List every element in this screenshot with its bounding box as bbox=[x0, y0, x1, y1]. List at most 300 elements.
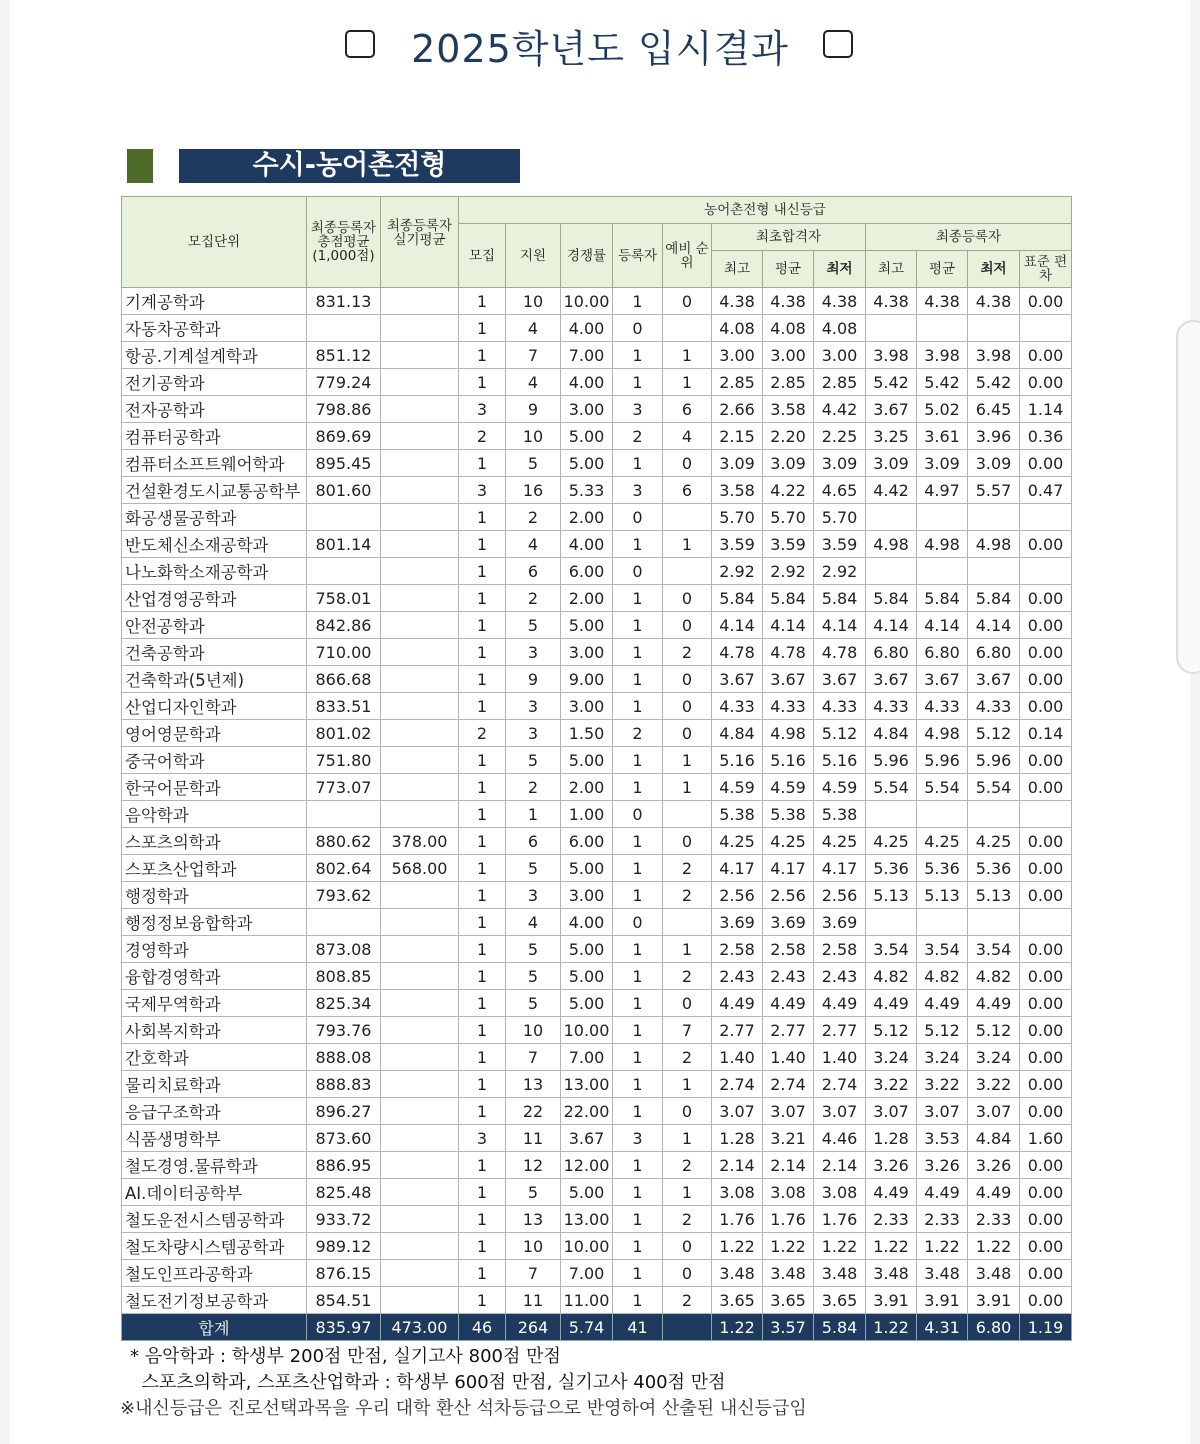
value-cell: 3.24 bbox=[866, 1044, 917, 1071]
value-cell: 2.00 bbox=[561, 585, 613, 612]
value-cell: 3.00 bbox=[561, 693, 613, 720]
value-cell: 801.14 bbox=[307, 531, 381, 558]
header-sd: 표준 편차 bbox=[1020, 251, 1072, 288]
value-cell: 3.59 bbox=[814, 531, 866, 558]
value-cell: 0 bbox=[663, 288, 712, 315]
value-cell: 6 bbox=[663, 396, 712, 423]
value-cell: 0.00 bbox=[1020, 342, 1072, 369]
value-cell: 13 bbox=[506, 1206, 561, 1233]
value-cell: 0.00 bbox=[1020, 990, 1072, 1017]
value-cell: 2.66 bbox=[712, 396, 763, 423]
unit-name-cell: 자동차공학과 bbox=[122, 315, 307, 342]
table-row bbox=[122, 693, 1072, 720]
value-cell: 5.00 bbox=[561, 963, 613, 990]
table-row bbox=[122, 828, 1072, 855]
value-cell bbox=[866, 558, 917, 585]
value-cell: 3.00 bbox=[561, 882, 613, 909]
value-cell bbox=[381, 1071, 459, 1098]
value-cell: 3.09 bbox=[814, 450, 866, 477]
value-cell: 6.80 bbox=[917, 639, 968, 666]
value-cell: 7 bbox=[506, 342, 561, 369]
value-cell: 4 bbox=[663, 423, 712, 450]
value-cell: 1 bbox=[663, 1125, 712, 1152]
value-cell bbox=[968, 909, 1020, 936]
value-cell: 3.08 bbox=[814, 1179, 866, 1206]
value-cell bbox=[381, 639, 459, 666]
unit-name-cell: 간호학과 bbox=[122, 1044, 307, 1071]
value-cell: 378.00 bbox=[381, 828, 459, 855]
value-cell: 1 bbox=[459, 612, 506, 639]
value-cell: 5.42 bbox=[968, 369, 1020, 396]
value-cell: 4.42 bbox=[814, 396, 866, 423]
value-cell: 1 bbox=[613, 1233, 663, 1260]
value-cell: 1 bbox=[663, 531, 712, 558]
value-cell bbox=[663, 1314, 712, 1341]
value-cell: 3.67 bbox=[917, 666, 968, 693]
table-row bbox=[122, 1044, 1072, 1071]
value-cell: 1.00 bbox=[561, 801, 613, 828]
unit-name-cell: 건축공학과 bbox=[122, 639, 307, 666]
value-cell: 888.83 bbox=[307, 1071, 381, 1098]
value-cell: 473.00 bbox=[381, 1314, 459, 1341]
footnotes bbox=[120, 1344, 807, 1422]
value-cell: 0.00 bbox=[1020, 693, 1072, 720]
value-cell bbox=[381, 315, 459, 342]
value-cell: 5.96 bbox=[968, 747, 1020, 774]
value-cell: 3.58 bbox=[763, 396, 814, 423]
value-cell: 1 bbox=[613, 828, 663, 855]
value-cell: 1.22 bbox=[866, 1314, 917, 1341]
value-cell: 1 bbox=[459, 342, 506, 369]
value-cell: 1 bbox=[459, 1233, 506, 1260]
value-cell: 4.25 bbox=[917, 828, 968, 855]
value-cell bbox=[968, 801, 1020, 828]
value-cell: 4.49 bbox=[917, 990, 968, 1017]
value-cell: 1 bbox=[459, 558, 506, 585]
value-cell: 5 bbox=[506, 1179, 561, 1206]
value-cell: 3.21 bbox=[763, 1125, 814, 1152]
value-cell: 1 bbox=[459, 774, 506, 801]
unit-name-cell: 식품생명학부 bbox=[122, 1125, 307, 1152]
value-cell: 2.14 bbox=[814, 1152, 866, 1179]
value-cell: 3 bbox=[459, 477, 506, 504]
value-cell: 1.76 bbox=[814, 1206, 866, 1233]
value-cell: 1 bbox=[459, 747, 506, 774]
header-final: 최종등록자 bbox=[866, 224, 1072, 251]
value-cell: 16 bbox=[506, 477, 561, 504]
value-cell: 3.98 bbox=[917, 342, 968, 369]
value-cell: 3.24 bbox=[917, 1044, 968, 1071]
value-cell: 793.76 bbox=[307, 1017, 381, 1044]
value-cell: 5.84 bbox=[866, 585, 917, 612]
value-cell: 2 bbox=[663, 639, 712, 666]
value-cell: 1 bbox=[459, 1287, 506, 1314]
value-cell: 1 bbox=[459, 1152, 506, 1179]
value-cell: 4.31 bbox=[917, 1314, 968, 1341]
scrollbar[interactable] bbox=[1176, 320, 1200, 674]
value-cell: 2.77 bbox=[814, 1017, 866, 1044]
value-cell: 7 bbox=[506, 1044, 561, 1071]
value-cell: 842.86 bbox=[307, 612, 381, 639]
value-cell: 4.14 bbox=[814, 612, 866, 639]
value-cell: 1 bbox=[459, 1098, 506, 1125]
value-cell: 1 bbox=[613, 1287, 663, 1314]
value-cell: 7.00 bbox=[561, 1044, 613, 1071]
value-cell: 3.48 bbox=[814, 1260, 866, 1287]
value-cell: 989.12 bbox=[307, 1233, 381, 1260]
value-cell: 0.00 bbox=[1020, 1179, 1072, 1206]
value-cell: 876.15 bbox=[307, 1260, 381, 1287]
value-cell: 5.12 bbox=[968, 1017, 1020, 1044]
value-cell: 1 bbox=[613, 747, 663, 774]
note-sports: 스포츠의학과, 스포츠산업학과 : 학생부 600점 만점, 실기고사 400점 만점 bbox=[130, 1372, 726, 1393]
value-cell: 4.33 bbox=[968, 693, 1020, 720]
value-cell: 3.61 bbox=[917, 423, 968, 450]
value-cell: 3.22 bbox=[968, 1071, 1020, 1098]
value-cell: 4.38 bbox=[917, 288, 968, 315]
value-cell: 3.91 bbox=[968, 1287, 1020, 1314]
value-cell: 880.62 bbox=[307, 828, 381, 855]
value-cell: 5 bbox=[506, 963, 561, 990]
value-cell: 866.68 bbox=[307, 666, 381, 693]
table-row bbox=[122, 990, 1072, 1017]
value-cell: 5.84 bbox=[763, 585, 814, 612]
value-cell: 2 bbox=[663, 882, 712, 909]
unit-name-cell: 경영학과 bbox=[122, 936, 307, 963]
table-row bbox=[122, 801, 1072, 828]
value-cell: 0.00 bbox=[1020, 288, 1072, 315]
value-cell: 1.22 bbox=[712, 1233, 763, 1260]
value-cell: 568.00 bbox=[381, 855, 459, 882]
value-cell: 3.07 bbox=[866, 1098, 917, 1125]
header-final-low: 최저 bbox=[968, 251, 1020, 288]
value-cell: 4.78 bbox=[712, 639, 763, 666]
value-cell: 869.69 bbox=[307, 423, 381, 450]
value-cell bbox=[381, 396, 459, 423]
value-cell bbox=[1020, 801, 1072, 828]
value-cell: 5 bbox=[506, 450, 561, 477]
value-cell: 6 bbox=[506, 558, 561, 585]
value-cell: 1.22 bbox=[712, 1314, 763, 1341]
value-cell: 3.07 bbox=[968, 1098, 1020, 1125]
value-cell bbox=[663, 801, 712, 828]
value-cell: 4.00 bbox=[561, 369, 613, 396]
header-practical: 최종등록자 실기평균 bbox=[381, 197, 459, 288]
value-cell: 2.92 bbox=[763, 558, 814, 585]
table-row bbox=[122, 936, 1072, 963]
value-cell: 710.00 bbox=[307, 639, 381, 666]
value-cell: 3.48 bbox=[712, 1260, 763, 1287]
value-cell: 4.42 bbox=[866, 477, 917, 504]
value-cell: 3.09 bbox=[763, 450, 814, 477]
value-cell: 5.84 bbox=[968, 585, 1020, 612]
table-row bbox=[122, 1017, 1072, 1044]
value-cell: 5.74 bbox=[561, 1314, 613, 1341]
value-cell: 7 bbox=[506, 1260, 561, 1287]
value-cell: 4.25 bbox=[968, 828, 1020, 855]
value-cell: 1 bbox=[459, 963, 506, 990]
value-cell: 2.33 bbox=[866, 1206, 917, 1233]
value-cell: 1 bbox=[459, 1017, 506, 1044]
value-cell: 1 bbox=[613, 1017, 663, 1044]
value-cell: 2.92 bbox=[814, 558, 866, 585]
value-cell: 5.13 bbox=[968, 882, 1020, 909]
value-cell bbox=[917, 909, 968, 936]
value-cell: 854.51 bbox=[307, 1287, 381, 1314]
value-cell bbox=[866, 909, 917, 936]
value-cell: 4.08 bbox=[814, 315, 866, 342]
value-cell bbox=[381, 1233, 459, 1260]
value-cell: 2.58 bbox=[814, 936, 866, 963]
value-cell: 0 bbox=[663, 666, 712, 693]
value-cell: 1.22 bbox=[968, 1233, 1020, 1260]
header-waitlist: 예비 순위 bbox=[663, 224, 712, 288]
value-cell: 0 bbox=[613, 801, 663, 828]
table-row bbox=[122, 882, 1072, 909]
table-row bbox=[122, 612, 1072, 639]
value-cell bbox=[866, 504, 917, 531]
value-cell: 13 bbox=[506, 1071, 561, 1098]
value-cell: 825.34 bbox=[307, 990, 381, 1017]
value-cell: 1 bbox=[459, 666, 506, 693]
value-cell bbox=[1020, 909, 1072, 936]
value-cell: 3.65 bbox=[712, 1287, 763, 1314]
value-cell: 3.57 bbox=[763, 1314, 814, 1341]
value-cell: 5.70 bbox=[763, 504, 814, 531]
value-cell: 1 bbox=[459, 531, 506, 558]
table-row bbox=[122, 396, 1072, 423]
value-cell: 4.59 bbox=[814, 774, 866, 801]
value-cell bbox=[866, 315, 917, 342]
value-cell: 4.49 bbox=[866, 990, 917, 1017]
value-cell: 3.65 bbox=[814, 1287, 866, 1314]
value-cell: 1 bbox=[459, 990, 506, 1017]
value-cell: 1 bbox=[613, 450, 663, 477]
value-cell: 3 bbox=[506, 693, 561, 720]
value-cell: 2 bbox=[506, 585, 561, 612]
value-cell: 3.69 bbox=[814, 909, 866, 936]
table-row bbox=[122, 585, 1072, 612]
unit-name-cell: 전기공학과 bbox=[122, 369, 307, 396]
value-cell: 3.65 bbox=[763, 1287, 814, 1314]
value-cell bbox=[381, 369, 459, 396]
value-cell: 1 bbox=[459, 639, 506, 666]
value-cell: 1.50 bbox=[561, 720, 613, 747]
value-cell: 3.48 bbox=[763, 1260, 814, 1287]
value-cell: 2 bbox=[506, 504, 561, 531]
unit-name-cell: 행정정보융합학과 bbox=[122, 909, 307, 936]
value-cell: 11.00 bbox=[561, 1287, 613, 1314]
value-cell: 4.33 bbox=[917, 693, 968, 720]
value-cell: 5.36 bbox=[866, 855, 917, 882]
value-cell: 758.01 bbox=[307, 585, 381, 612]
value-cell bbox=[381, 720, 459, 747]
value-cell: 3.08 bbox=[712, 1179, 763, 1206]
value-cell: 10 bbox=[506, 1017, 561, 1044]
value-cell: 2.56 bbox=[763, 882, 814, 909]
value-cell: 2 bbox=[663, 1044, 712, 1071]
value-cell: 0 bbox=[613, 909, 663, 936]
unit-name-cell: 안전공학과 bbox=[122, 612, 307, 639]
value-cell: 3.07 bbox=[712, 1098, 763, 1125]
value-cell bbox=[381, 1179, 459, 1206]
value-cell: 2.85 bbox=[712, 369, 763, 396]
value-cell: 1.22 bbox=[917, 1233, 968, 1260]
value-cell: 9.00 bbox=[561, 666, 613, 693]
value-cell: 0.00 bbox=[1020, 774, 1072, 801]
value-cell: 3.59 bbox=[763, 531, 814, 558]
value-cell: 3.48 bbox=[917, 1260, 968, 1287]
value-cell: 5.70 bbox=[712, 504, 763, 531]
value-cell: 831.13 bbox=[307, 288, 381, 315]
value-cell: 895.45 bbox=[307, 450, 381, 477]
value-cell: 1.40 bbox=[814, 1044, 866, 1071]
value-cell: 1 bbox=[459, 504, 506, 531]
value-cell: 4.46 bbox=[814, 1125, 866, 1152]
value-cell: 3.67 bbox=[712, 666, 763, 693]
value-cell: 5.38 bbox=[763, 801, 814, 828]
checkbox-right[interactable] bbox=[823, 30, 853, 58]
value-cell: 4.38 bbox=[814, 288, 866, 315]
value-cell: 2.14 bbox=[763, 1152, 814, 1179]
value-cell: 3.00 bbox=[814, 342, 866, 369]
value-cell: 2.00 bbox=[561, 504, 613, 531]
unit-name-cell: 영어영문학과 bbox=[122, 720, 307, 747]
unit-name-cell: 철도차량시스템공학과 bbox=[122, 1233, 307, 1260]
value-cell: 1 bbox=[613, 369, 663, 396]
value-cell: 5.54 bbox=[968, 774, 1020, 801]
value-cell: 2.74 bbox=[814, 1071, 866, 1098]
value-cell: 5.54 bbox=[917, 774, 968, 801]
unit-name-cell: 철도전기정보공학과 bbox=[122, 1287, 307, 1314]
unit-name-cell: 기계공학과 bbox=[122, 288, 307, 315]
unit-name-cell: 반도체신소재공학과 bbox=[122, 531, 307, 558]
value-cell: 4.59 bbox=[712, 774, 763, 801]
value-cell: 5.12 bbox=[866, 1017, 917, 1044]
unit-name-cell: 철도운전시스템공학과 bbox=[122, 1206, 307, 1233]
value-cell bbox=[917, 504, 968, 531]
value-cell: 5.36 bbox=[917, 855, 968, 882]
value-cell: 4.59 bbox=[763, 774, 814, 801]
value-cell: 3.00 bbox=[712, 342, 763, 369]
value-cell: 3.00 bbox=[763, 342, 814, 369]
value-cell: 4 bbox=[506, 909, 561, 936]
table-row bbox=[122, 369, 1072, 396]
unit-name-cell: 음악학과 bbox=[122, 801, 307, 828]
value-cell: 5.00 bbox=[561, 855, 613, 882]
results-table bbox=[121, 196, 1072, 1341]
table-row bbox=[122, 450, 1072, 477]
value-cell: 4.25 bbox=[814, 828, 866, 855]
value-cell: 4.14 bbox=[866, 612, 917, 639]
value-cell: 0 bbox=[663, 450, 712, 477]
value-cell: 0.00 bbox=[1020, 963, 1072, 990]
value-cell bbox=[381, 612, 459, 639]
value-cell: 2.85 bbox=[763, 369, 814, 396]
value-cell: 2.00 bbox=[561, 774, 613, 801]
table-row bbox=[122, 1152, 1072, 1179]
value-cell: 0.00 bbox=[1020, 855, 1072, 882]
value-cell: 2.85 bbox=[814, 369, 866, 396]
table-row bbox=[122, 504, 1072, 531]
unit-name-cell: 건축학과(5년제) bbox=[122, 666, 307, 693]
value-cell: 1.22 bbox=[866, 1233, 917, 1260]
value-cell: 4.38 bbox=[712, 288, 763, 315]
value-cell bbox=[381, 801, 459, 828]
value-cell: 3.00 bbox=[561, 639, 613, 666]
value-cell: 2.77 bbox=[712, 1017, 763, 1044]
value-cell bbox=[381, 882, 459, 909]
value-cell: 2 bbox=[663, 1287, 712, 1314]
value-cell: 1 bbox=[613, 855, 663, 882]
value-cell: 4.82 bbox=[968, 963, 1020, 990]
value-cell: 4 bbox=[506, 369, 561, 396]
table-row bbox=[122, 288, 1072, 315]
value-cell: 0.00 bbox=[1020, 450, 1072, 477]
value-cell: 3.91 bbox=[866, 1287, 917, 1314]
header-first-low: 최저 bbox=[814, 251, 866, 288]
value-cell: 3 bbox=[613, 477, 663, 504]
value-cell bbox=[381, 1044, 459, 1071]
value-cell: 1 bbox=[506, 801, 561, 828]
value-cell bbox=[381, 504, 459, 531]
value-cell: 0.00 bbox=[1020, 747, 1072, 774]
value-cell: 7.00 bbox=[561, 1260, 613, 1287]
value-cell: 5.16 bbox=[763, 747, 814, 774]
value-cell: 0 bbox=[613, 504, 663, 531]
value-cell: 5.42 bbox=[866, 369, 917, 396]
value-cell: 9 bbox=[506, 396, 561, 423]
value-cell: 2 bbox=[663, 963, 712, 990]
value-cell: 5.54 bbox=[866, 774, 917, 801]
value-cell: 4.65 bbox=[814, 477, 866, 504]
value-cell: 3 bbox=[506, 720, 561, 747]
value-cell bbox=[381, 1287, 459, 1314]
value-cell: 3.67 bbox=[561, 1125, 613, 1152]
table-row bbox=[122, 855, 1072, 882]
value-cell: 22 bbox=[506, 1098, 561, 1125]
value-cell: 4.17 bbox=[763, 855, 814, 882]
value-cell: 2 bbox=[663, 855, 712, 882]
table-row bbox=[122, 1071, 1072, 1098]
value-cell: 6.45 bbox=[968, 396, 1020, 423]
header-ratio: 경쟁률 bbox=[561, 224, 613, 288]
value-cell: 1 bbox=[663, 774, 712, 801]
value-cell: 5.00 bbox=[561, 936, 613, 963]
value-cell bbox=[968, 558, 1020, 585]
value-cell: 2.56 bbox=[814, 882, 866, 909]
value-cell: 3.09 bbox=[968, 450, 1020, 477]
value-cell: 2 bbox=[613, 720, 663, 747]
value-cell: 5.02 bbox=[917, 396, 968, 423]
value-cell: 779.24 bbox=[307, 369, 381, 396]
table-row bbox=[122, 639, 1072, 666]
unit-name-cell: AI.데이터공학부 bbox=[122, 1179, 307, 1206]
unit-name-cell: 산업경영공학과 bbox=[122, 585, 307, 612]
unit-name-cell: 컴퓨터소프트웨어학과 bbox=[122, 450, 307, 477]
table-row bbox=[122, 1233, 1072, 1260]
table-row bbox=[122, 666, 1072, 693]
value-cell: 4.00 bbox=[561, 315, 613, 342]
value-cell: 0 bbox=[613, 558, 663, 585]
value-cell bbox=[381, 747, 459, 774]
value-cell: 1.60 bbox=[1020, 1125, 1072, 1152]
value-cell: 851.12 bbox=[307, 342, 381, 369]
value-cell: 1 bbox=[459, 909, 506, 936]
value-cell: 801.60 bbox=[307, 477, 381, 504]
value-cell bbox=[381, 1098, 459, 1125]
unit-name-cell: 철도경영.물류학과 bbox=[122, 1152, 307, 1179]
